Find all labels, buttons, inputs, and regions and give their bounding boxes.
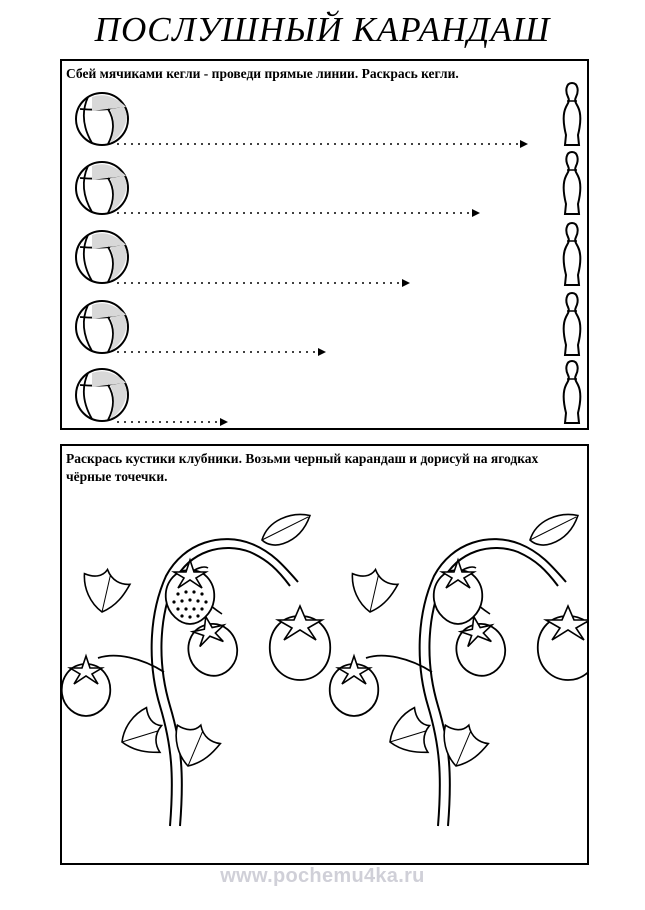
skittle-icon[interactable] <box>564 83 581 145</box>
blank-bush[interactable] <box>330 512 587 826</box>
task-1-instruction: Сбей мячиками кегли - проведи прямые линии. Раскрась кегли. <box>66 66 459 81</box>
arrow-icon <box>220 418 228 426</box>
skittle-icon[interactable] <box>564 361 581 423</box>
row-1 <box>76 83 580 148</box>
row-5 <box>76 361 580 426</box>
skittle-icon[interactable] <box>564 293 581 355</box>
ball-icon <box>76 301 128 353</box>
arrow-icon <box>402 279 410 287</box>
task-2-box <box>60 444 589 865</box>
skittle-icon[interactable] <box>564 152 581 214</box>
sample-dotted-berry <box>166 560 215 624</box>
arrow-icon <box>520 140 528 148</box>
task-2-instruction: Раскрась кустики клубники. Возьми черный карандаш и дорисуй на ягодках чёрные точечки. <box>66 451 539 484</box>
arrow-icon <box>472 209 480 217</box>
ball-icon <box>76 162 128 214</box>
row-4 <box>76 293 580 356</box>
page-title: ПОСЛУШНЫЙ КАРАНДАШ <box>94 10 551 49</box>
ball-icon <box>76 231 128 283</box>
site-watermark: www.pochemu4ka.ru <box>220 865 425 887</box>
sample-bush[interactable] <box>62 512 330 826</box>
skittle-icon[interactable] <box>564 223 581 285</box>
task-1-box <box>60 59 589 430</box>
arrow-icon <box>318 348 326 356</box>
ball-icon <box>76 369 128 421</box>
strawberry-bushes <box>62 446 587 863</box>
ball-rows <box>62 61 587 428</box>
row-3 <box>76 223 580 287</box>
row-2 <box>76 152 580 217</box>
ball-icon <box>76 93 128 145</box>
